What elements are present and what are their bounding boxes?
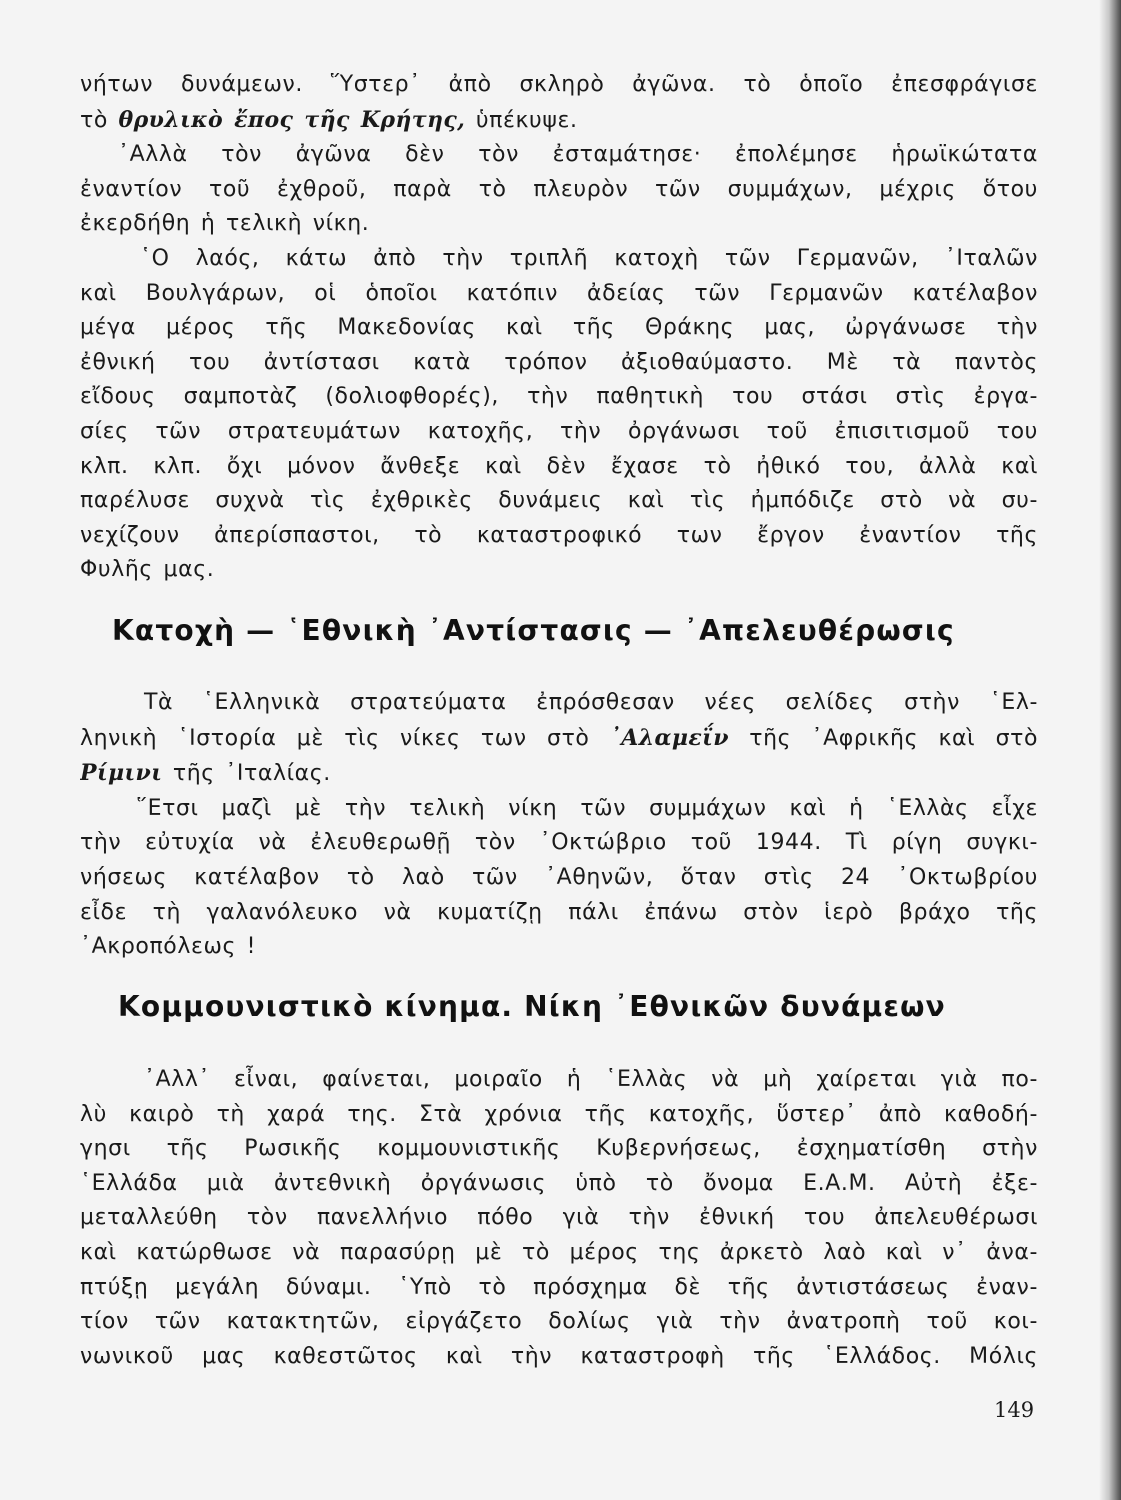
text-line: καὶ κατώρθωσε νὰ παρασύρῃ μὲ τὸ μέρος της ἀρκετὸ λαὸ καὶ ν᾽ ἀνα- (80, 1239, 1038, 1265)
text-line: ἐκερδήθη ἡ τελικὴ νίκη. (80, 211, 370, 237)
text-line: μέγα μέρος τῆς Μακεδονίας καὶ τῆς Θράκης μας, ὠργάνωσε τὴν (80, 315, 1038, 341)
text-line: εἶδε τὴ γαλανόλευκο νὰ κυματίζῃ πάλι ἐπάνω στὸν ἱερὸ βράχο τῆς (80, 899, 1038, 925)
emphasized-place: ᾽Αλαμεΐν (609, 724, 729, 751)
text-line (80, 103, 1038, 139)
text-line: εἴδους σαμποτὰζ (δολιοφθορές), τὴν παθητικὴ του στάσι στὶς ἐργα- (80, 384, 1038, 410)
text-line: νεχίζουν ἀπερίσπαστοι, τὸ καταστροφικό των ἔργον ἐναντίον τῆς (80, 522, 1038, 548)
text-line (80, 721, 1038, 757)
text-line: σίες τῶν στρατευμάτων κατοχῆς, τὴν ὀργάνωσι τοῦ ἐπισιτισμοῦ του (80, 418, 1038, 444)
emphasized-phrase: θρυλικὸ ἔπος τῆς Κρήτης, (118, 106, 466, 133)
text-line: ᾽Αλλὰ τὸν ἀγῶνα δὲν τὸν ἐσταμάτησε· ἐπολέμησε ἡρωϊκώτατα (118, 142, 1038, 168)
emphasized-place: Ρίμινι (80, 760, 163, 787)
text-line: μεταλλεύθη τὸν πανελλήνιο πόθο γιὰ τὴν ἐθνική του ἀπελευθέρωσι (80, 1205, 1038, 1231)
text-line: Φυλῆς μας. (80, 557, 215, 583)
text-line: παρέλυσε συχνὰ τὶς ἐχθρικὲς δυνάμεις καὶ τὶς ἠμπόδιζε στὸ νὰ συ- (80, 488, 1038, 514)
text-line: πτύξῃ μεγάλη δύναμι. ῾Υπὸ τὸ πρόσχημα δὲ τῆς ἀντιστάσεως ἐναν- (80, 1274, 1038, 1300)
section-heading: Κατοχὴ — ῾Εθνικὴ ᾽Αντίστασις — ᾽Απελευθέρωσις (112, 614, 955, 647)
page-number: 149 (994, 1398, 1035, 1422)
text-line: νωνικοῦ μας καθεστῶτος καὶ τὴν καταστροφὴ τῆς ῾Ελλάδος. Μόλις (80, 1343, 1038, 1369)
text-line: λὺ καιρὸ τὴ χαρά της. Στὰ χρόνια τῆς κατοχῆς, ὕστερ᾽ ἀπὸ καθοδή- (80, 1101, 1038, 1127)
text-line: γησι τῆς Ρωσικῆς κομμουνιστικῆς Κυβερνήσεως, ἐσχηματίσθη στὴν (80, 1136, 1038, 1162)
page-edge-shadow (1099, 0, 1121, 1500)
text-line: νήτων δυνάμεων. Ὕστερ᾽ ἀπὸ σκληρὸ ἀγῶνα. τὸ ὁποῖο ἐπεσφράγισε (80, 72, 1038, 97)
text-fragment: ληνικὴ ῾Ιστορία μὲ τὶς νίκες των στὸ (80, 725, 590, 751)
text-fragment: τῆς ᾽Αφρικῆς καὶ στὸ (749, 725, 1038, 751)
text-line: τίον τῶν κατακτητῶν, εἰργάζετο δολίως γιὰ τὴν ἀνατροπὴ τοῦ κοι- (80, 1309, 1038, 1335)
text-line: ᾽Ακροπόλεως ! (80, 934, 257, 960)
text-line: ῞Ετσι μαζὶ μὲ τὴν τελικὴ νίκη τῶν συμμάχων καὶ ἡ ῾Ελλὰς εἶχε (136, 795, 1038, 821)
text-fragment: τῆς ᾽Ιταλίας. (172, 761, 331, 787)
text-line (80, 756, 1038, 792)
text-line: τὴν εὐτυχία νὰ ἐλευθερωθῇ τὸν ᾽Οκτώβριο τοῦ 1944. Τὶ ρίγη συγκι- (80, 830, 1038, 856)
text-line: κλπ. κλπ. ὄχι μόνον ἄνθεξε καὶ δὲν ἔχασε τὸ ἠθικό του, ἀλλὰ καὶ (80, 453, 1038, 479)
text-line: ῾Ελλάδα μιὰ ἀντεθνικὴ ὀργάνωσις ὑπὸ τὸ ὄνομα Ε.Α.Μ. Αὐτὴ ἐξε- (80, 1170, 1038, 1196)
text-fragment: τὸ (80, 107, 108, 133)
section-heading: Κομμουνιστικὸ κίνημα. Νίκη ᾽Εθνικῶν δυνάμεων (118, 990, 946, 1023)
text-fragment: ὑπέκυψε. (475, 107, 578, 133)
paragraph-block-2 (80, 686, 1038, 965)
text-line: νήσεως κατέλαβον τὸ λαὸ τῶν ᾽Αθηνῶν, ὅταν στὶς 24 ᾽Οκτωβρίου (80, 864, 1038, 890)
paragraph-block-3 (80, 1063, 1038, 1374)
text-line: καὶ Βουλγάρων, οἱ ὁποῖοι κατόπιν ἀδείας τῶν Γερμανῶν κατέλαβον (80, 280, 1038, 306)
paragraph-block-1 (80, 68, 1038, 588)
text-line: ῾Ο λαός, κάτω ἀπὸ τὴν τριπλῆ κατοχὴ τῶν Γερμανῶν, ᾽Ιταλῶν (140, 245, 1038, 271)
text-line: ἐναντίον τοῦ ἐχθροῦ, παρὰ τὸ πλευρὸν τῶν συμμάχων, μέχρις ὅτου (80, 176, 1038, 202)
text-line: Τὰ ῾Ελληνικὰ στρατεύματα ἐπρόσθεσαν νέες σελίδες στὴν ῾Ελ- (144, 690, 1038, 715)
text-line: ἐθνική του ἀντίστασι κατὰ τρόπον ἀξιοθαύμαστο. Μὲ τὰ παντὸς (80, 349, 1038, 375)
text-line: ᾽Αλλ᾽ εἶναι, φαίνεται, μοιραῖο ἡ ῾Ελλὰς νὰ μὴ χαίρεται γιὰ πο- (144, 1067, 1038, 1092)
